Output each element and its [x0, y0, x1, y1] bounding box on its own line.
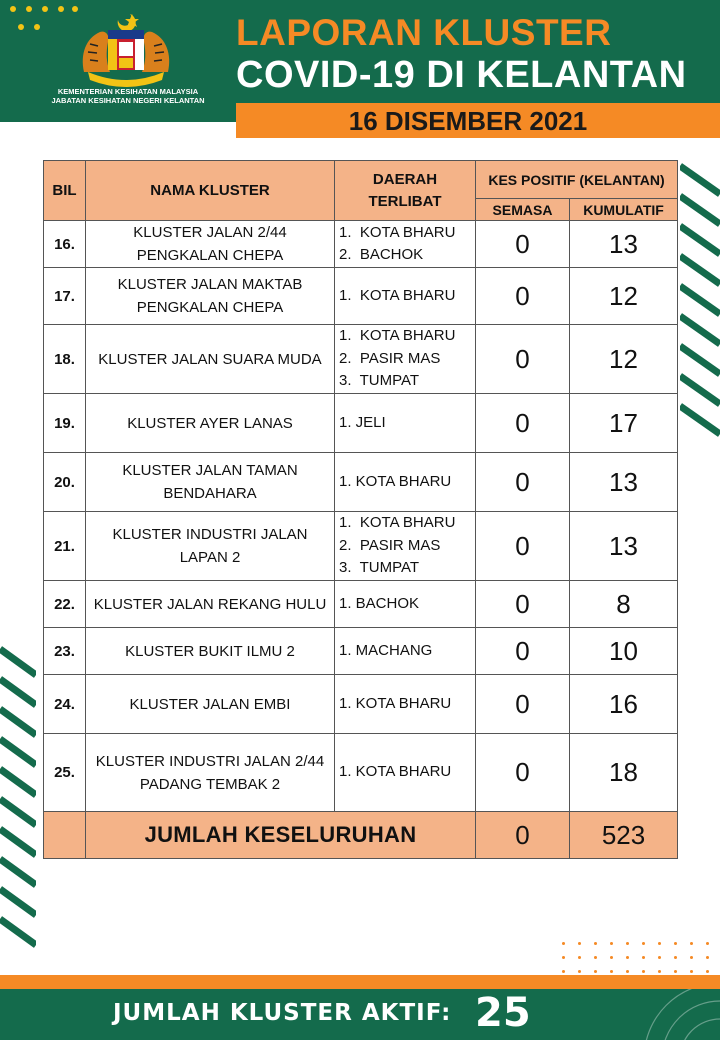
cluster-name [86, 675, 335, 734]
header-kes-positif: KES POSITIF (KELANTAN) [476, 161, 678, 199]
header-semasa: SEMASA [476, 199, 570, 221]
table-row [44, 221, 678, 268]
district-item: 1. KOTA BHARU [339, 286, 456, 304]
cluster-name [86, 453, 335, 512]
district-list [335, 675, 476, 734]
kumulatif-value: 16 [570, 675, 678, 734]
active-cluster-label: JUMLAH KLUSTER AKTIF: [113, 1000, 452, 1026]
header-daerah-terlibat [335, 161, 476, 221]
semasa-value: 0 [476, 734, 570, 812]
district-list [335, 734, 476, 812]
kumulatif-value: 13 [570, 512, 678, 581]
kumulatif-value: 18 [570, 734, 678, 812]
cluster-name-line: KLUSTER JALAN EMBI [129, 695, 291, 713]
district-item: 1. KOTA BHARU [339, 694, 452, 712]
total-row [44, 812, 678, 859]
cluster-name [86, 581, 335, 628]
cluster-name [86, 325, 335, 394]
right-stripes-decoration [680, 160, 720, 460]
semasa-value: 0 [476, 512, 570, 581]
district-list [335, 581, 476, 628]
table-row [44, 453, 678, 512]
report-title-line-1: LAPORAN KLUSTER [236, 12, 612, 53]
decorative-orange-dots [560, 940, 720, 976]
report-title-line-2: COVID-19 DI KELANTAN [236, 54, 687, 96]
header-nama-kluster: NAMA KLUSTER [86, 161, 335, 221]
cluster-name-line: PADANG TEMBAK 2 [139, 775, 281, 793]
cluster-name-line: KLUSTER JALAN TAMAN [122, 462, 298, 479]
cluster-name-line: KLUSTER JALAN REKANG HULU [93, 595, 327, 613]
total-semasa-value: 0 [476, 812, 570, 859]
district-item: 1. MACHANG [339, 641, 433, 659]
table-row [44, 394, 678, 453]
cluster-name-line: PENGKALAN CHEPA [136, 247, 284, 264]
district-list [335, 394, 476, 453]
cluster-name-line: KLUSTER JALAN 2/44 [133, 224, 287, 241]
row-number: 22. [44, 581, 86, 628]
row-number: 23. [44, 628, 86, 675]
cluster-name [86, 512, 335, 581]
district-item: 2. BACHOK [339, 246, 424, 263]
cluster-name-line: BENDAHARA [163, 485, 257, 502]
district-item: 1. BACHOK [339, 594, 420, 612]
cluster-name-line: PENGKALAN CHEPA [136, 299, 284, 316]
district-item: 1. JELI [339, 413, 386, 431]
district-item: 1. KOTA BHARU [339, 472, 452, 490]
coat-of-arms-icon [76, 10, 176, 88]
cluster-name-line: KLUSTER JALAN SUARA MUDA [98, 350, 322, 368]
district-item: 3. TUMPAT [339, 559, 420, 577]
kumulatif-value: 8 [570, 581, 678, 628]
footer-orange-band [0, 975, 720, 989]
row-number: 17. [44, 268, 86, 325]
date-banner [236, 103, 720, 138]
kumulatif-value: 13 [570, 453, 678, 512]
header-daerah-line-1: DAERAH [372, 170, 438, 188]
total-bil-cell [44, 812, 86, 859]
agency-name [38, 87, 218, 105]
kumulatif-value: 17 [570, 394, 678, 453]
district-list [335, 628, 476, 675]
district-item: 1. KOTA BHARU [339, 514, 456, 532]
semasa-value: 0 [476, 394, 570, 453]
header-kumulatif: KUMULATIF [570, 199, 678, 221]
cluster-name-line: LAPAN 2 [179, 549, 241, 566]
active-cluster-count: 25 [475, 990, 531, 1036]
total-kumulatif-value: 523 [570, 812, 678, 859]
district-list [335, 221, 476, 268]
cluster-name [86, 734, 335, 812]
table-row [44, 581, 678, 628]
table-row [44, 512, 678, 581]
row-number: 16. [44, 221, 86, 268]
cluster-table [43, 160, 678, 859]
semasa-value: 0 [476, 221, 570, 268]
district-item: 1. KOTA BHARU [339, 763, 452, 781]
row-number: 21. [44, 512, 86, 581]
semasa-value: 0 [476, 628, 570, 675]
district-item: 1. KOTA BHARU [339, 327, 456, 345]
agency-line-2: JABATAN KESIHATAN NEGERI KELANTAN [51, 96, 205, 105]
cluster-name [86, 268, 335, 325]
kumulatif-value: 12 [570, 268, 678, 325]
row-number: 24. [44, 675, 86, 734]
report-date: 16 DISEMBER 2021 [348, 106, 588, 136]
header-bil: BIL [44, 161, 86, 221]
district-item: 2. PASIR MAS [339, 349, 441, 367]
kumulatif-value: 12 [570, 325, 678, 394]
cluster-name [86, 628, 335, 675]
cluster-name-line: KLUSTER JALAN MAKTAB [117, 276, 303, 293]
semasa-value: 0 [476, 453, 570, 512]
district-list [335, 325, 476, 394]
semasa-value: 0 [476, 675, 570, 734]
semasa-value: 0 [476, 268, 570, 325]
district-list [335, 268, 476, 325]
cluster-name-line: KLUSTER INDUSTRI JALAN [112, 526, 308, 543]
header-daerah-line-2: TERLIBAT [368, 192, 442, 210]
table-row [44, 734, 678, 812]
cluster-name [86, 221, 335, 268]
semasa-value: 0 [476, 325, 570, 394]
left-stripes-decoration [0, 645, 36, 955]
district-item: 3. TUMPAT [339, 372, 420, 390]
decorative-dots [10, 6, 80, 36]
cluster-name [86, 394, 335, 453]
row-number: 18. [44, 325, 86, 394]
district-item: 1. KOTA BHARU [339, 223, 456, 241]
table-row [44, 675, 678, 734]
cluster-name-line: KLUSTER INDUSTRI JALAN 2/44 [95, 752, 325, 770]
agency-line-1: KEMENTERIAN KESIHATAN MALAYSIA [57, 87, 199, 96]
table-row [44, 268, 678, 325]
kumulatif-value: 10 [570, 628, 678, 675]
cluster-name-line: KLUSTER AYER LANAS [127, 414, 293, 432]
row-number: 19. [44, 394, 86, 453]
total-label: JUMLAH KESELURUHAN [86, 812, 476, 859]
cluster-name-line: KLUSTER BUKIT ILMU 2 [125, 642, 295, 660]
table-row [44, 628, 678, 675]
district-list [335, 453, 476, 512]
district-item: 2. PASIR MAS [339, 536, 441, 554]
district-list [335, 512, 476, 581]
row-number: 20. [44, 453, 86, 512]
semasa-value: 0 [476, 581, 570, 628]
row-number: 25. [44, 734, 86, 812]
table-row [44, 325, 678, 394]
kumulatif-value: 13 [570, 221, 678, 268]
